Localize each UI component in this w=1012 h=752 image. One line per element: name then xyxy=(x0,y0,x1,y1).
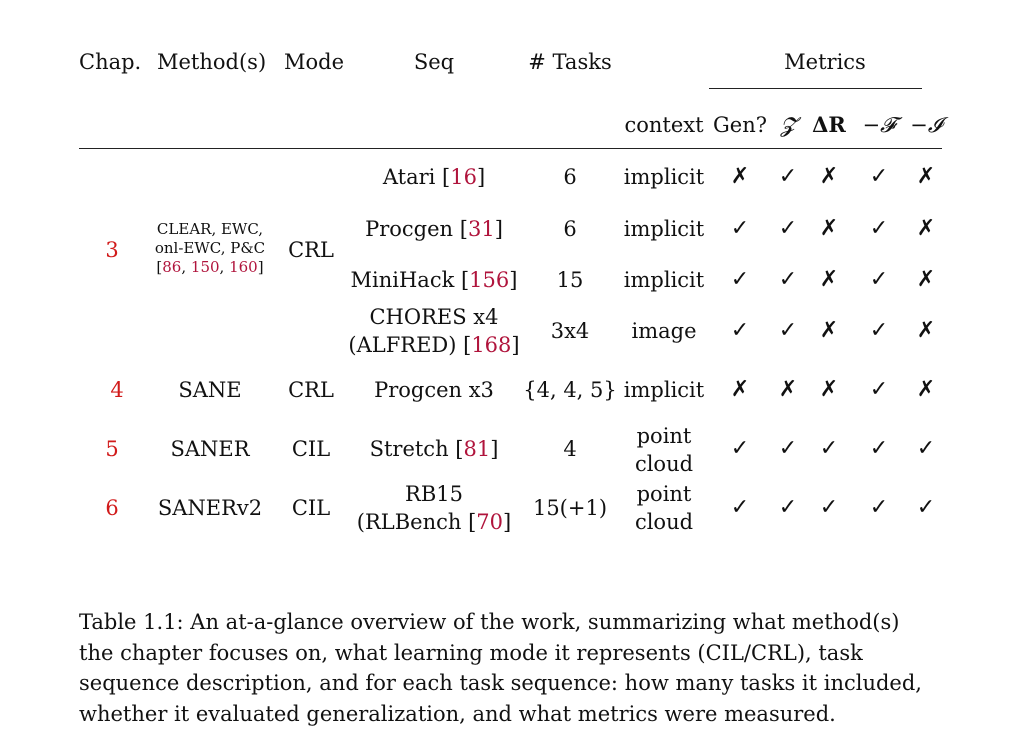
methods-ch3-cites: [86, 150, 160] xyxy=(156,258,264,276)
cite-86[interactable]: 86 xyxy=(162,258,182,276)
methods-ch3-line2: onl-EWC, P&C xyxy=(154,239,266,257)
context-atari: implicit xyxy=(623,165,705,189)
header-tasks: # Tasks xyxy=(528,50,612,74)
method-sane: SANE xyxy=(178,378,242,402)
header-neg-i: −𝓘 xyxy=(910,113,942,137)
context-saner-line2: cloud xyxy=(634,452,694,476)
header-z: 𝓩 xyxy=(780,113,796,137)
mark-z: ✓ xyxy=(778,164,798,189)
mark-neg-i: ✗ xyxy=(916,164,936,189)
mark-delta-r: ✗ xyxy=(819,216,839,241)
cite-156[interactable]: 156 xyxy=(469,268,510,292)
mode-sanerv2: CIL xyxy=(291,496,331,520)
cite-160[interactable]: 160 xyxy=(229,258,258,276)
cite-150[interactable]: 150 xyxy=(190,258,220,276)
mark-neg-i: ✓ xyxy=(916,436,936,461)
mark-delta-r: ✗ xyxy=(819,267,839,292)
mark-gen: ✓ xyxy=(730,318,750,343)
methods-ch3-line1: CLEAR, EWC, xyxy=(156,220,264,238)
mark-delta-r: ✗ xyxy=(819,377,839,402)
mode-sane: CRL xyxy=(288,378,334,402)
mode-saner: CIL xyxy=(291,437,331,461)
context-sanerv2-line1: point xyxy=(636,482,692,506)
seq-stretch: Stretch [81] xyxy=(369,437,499,461)
mark-z: ✓ xyxy=(778,267,798,292)
tasks-sane: {4, 4, 5} xyxy=(523,378,617,402)
method-sanerv2: SANERv2 xyxy=(157,496,263,520)
header-mode: Mode xyxy=(284,50,345,74)
cite-16[interactable]: 16 xyxy=(450,165,477,189)
mark-neg-i: ✓ xyxy=(916,495,936,520)
metrics-group-rule xyxy=(709,88,922,89)
mark-delta-r: ✓ xyxy=(819,495,839,520)
mark-neg-f: ✓ xyxy=(869,318,889,343)
header-metrics-group: Metrics xyxy=(784,50,866,74)
mark-neg-f: ✓ xyxy=(869,495,889,520)
seq-minihack: MiniHack [156] xyxy=(350,268,518,292)
context-chores: image xyxy=(631,319,697,343)
seq-chores-line2: (ALFRED) [168] xyxy=(348,333,520,357)
mark-z: ✓ xyxy=(778,318,798,343)
mark-gen: ✓ xyxy=(730,216,750,241)
context-saner-line1: point xyxy=(636,424,692,448)
mark-z: ✓ xyxy=(778,495,798,520)
chap-4: 4 xyxy=(110,378,124,402)
context-sane: implicit xyxy=(623,378,705,402)
header-neg-f: −𝓕 xyxy=(862,113,896,137)
mark-neg-f: ✓ xyxy=(869,267,889,292)
seq-procgen: Procgen [31] xyxy=(365,217,503,241)
mark-delta-r: ✓ xyxy=(819,436,839,461)
mark-neg-i: ✗ xyxy=(916,267,936,292)
method-saner: SANER xyxy=(170,437,250,461)
cite-168[interactable]: 168 xyxy=(471,333,512,357)
mark-neg-f: ✓ xyxy=(869,436,889,461)
cite-81[interactable]: 81 xyxy=(463,437,491,461)
seq-chores-line1: CHORES x4 xyxy=(369,305,499,329)
mode-ch3: CRL xyxy=(288,238,334,262)
chap-5: 5 xyxy=(105,437,119,461)
mark-delta-r: ✗ xyxy=(819,318,839,343)
tasks-sanerv2: 15(+1) xyxy=(532,496,608,520)
mark-z: ✓ xyxy=(778,216,798,241)
chap-3: 3 xyxy=(105,238,119,262)
header-gen: Gen? xyxy=(713,113,767,137)
header-bottom-rule xyxy=(79,148,942,149)
mark-neg-f: ✓ xyxy=(869,216,889,241)
cite-70[interactable]: 70 xyxy=(476,510,504,534)
seq-progcen-x3: Progcen x3 xyxy=(374,378,494,402)
mark-gen: ✗ xyxy=(730,164,750,189)
tasks-chores: 3x4 xyxy=(550,319,590,343)
tasks-procgen: 6 xyxy=(563,217,577,241)
header-context: context xyxy=(624,113,704,137)
tasks-minihack: 15 xyxy=(556,268,584,292)
header-seq: Seq xyxy=(413,50,455,74)
mark-gen: ✓ xyxy=(730,495,750,520)
mark-neg-i: ✗ xyxy=(916,216,936,241)
seq-rb15-line1: RB15 xyxy=(405,482,463,506)
mark-gen: ✗ xyxy=(730,377,750,402)
mark-gen: ✓ xyxy=(730,267,750,292)
seq-atari: Atari [16] xyxy=(382,165,486,189)
mark-z: ✓ xyxy=(778,436,798,461)
mark-neg-i: ✗ xyxy=(916,318,936,343)
seq-rb15-line2: (RLBench [70] xyxy=(356,510,512,534)
mark-delta-r: ✗ xyxy=(819,164,839,189)
context-minihack: implicit xyxy=(623,268,705,292)
header-methods: Method(s) xyxy=(157,50,267,74)
mark-neg-f: ✓ xyxy=(869,164,889,189)
mark-z: ✗ xyxy=(778,377,798,402)
mark-neg-f: ✓ xyxy=(869,377,889,402)
tasks-atari: 6 xyxy=(563,165,577,189)
mark-neg-i: ✗ xyxy=(916,377,936,402)
context-procgen: implicit xyxy=(623,217,705,241)
table-caption: Table 1.1: An at-a-glance overview of the work, summarizing what method(s) the chapter focuses on, what learning mode it represents (CIL/CRL), task sequence description, and for each task sequence: how many tasks it included, whether it evaluated generalization, and what metrics were measured. xyxy=(79,610,922,726)
header-chap: Chap. xyxy=(79,50,142,74)
header-delta-r: ΔR xyxy=(812,112,846,137)
chap-6: 6 xyxy=(105,496,119,520)
cite-31[interactable]: 31 xyxy=(467,217,495,241)
mark-gen: ✓ xyxy=(730,436,750,461)
tasks-saner: 4 xyxy=(563,437,577,461)
context-sanerv2-line2: cloud xyxy=(634,510,694,534)
